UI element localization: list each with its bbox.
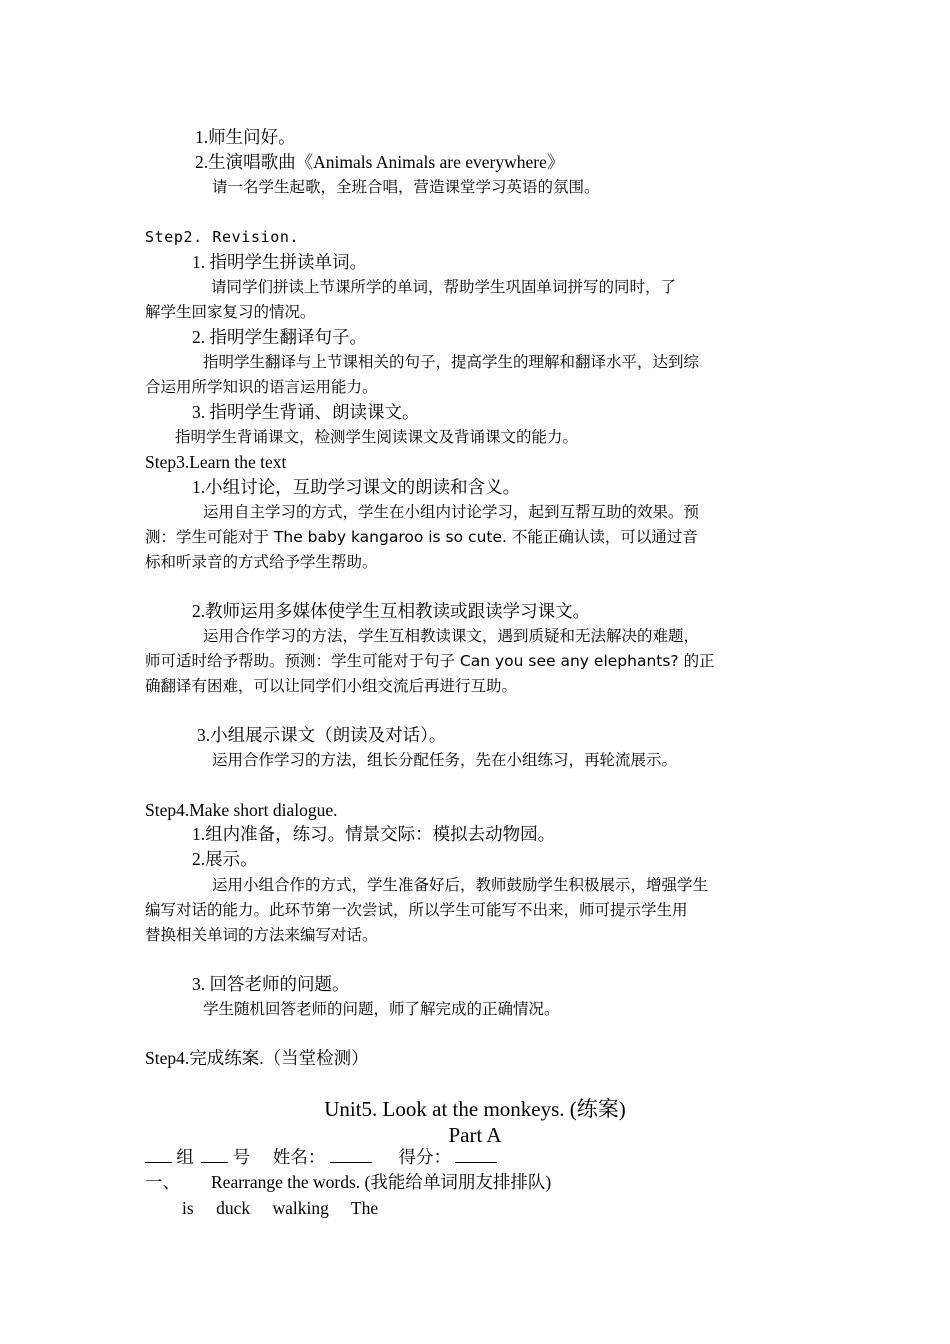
step4-note-line-1: 运用小组合作的方式，学生准备好后，教师鼓励学生积极展示，增强学生 <box>212 876 709 894</box>
worksheet-title: Unit5. Look at the monkeys. (练案) <box>324 1097 626 1121</box>
step4-note-3: 学生随机回答老师的问题，师了解完成的正确情况。 <box>203 1000 560 1018</box>
step4-item-3: 3. 回答老师的问题。 <box>192 974 350 994</box>
step4-heading: Step4.Make short dialogue. <box>145 800 338 820</box>
word-item: The <box>350 1198 379 1218</box>
word-item: walking <box>272 1198 329 1218</box>
step2-item-3: 3. 指明学生背诵、朗读课文。 <box>192 402 420 422</box>
step2-heading: Step2. Revision. <box>145 228 300 246</box>
step3-note-1-line-3: 标和听录音的方式给予学生帮助。 <box>145 553 378 571</box>
step2-note-1-line-2: 解学生回家复习的情况。 <box>145 303 316 321</box>
step3-item-3: 3.小组展示课文（朗读及对话）。 <box>197 725 447 745</box>
step4-item-2: 2.展示。 <box>192 849 258 869</box>
step4-item-1: 1.组内准备，练习。情景交际：模拟去动物园。 <box>192 824 556 844</box>
step2-item-1: 1. 指明学生拼读单词。 <box>192 252 367 272</box>
section-one-instruction: Rearrange the words. (我能给单词朋友排排队) <box>211 1172 552 1192</box>
step1-note: 请一名学生起歌，全班合唱，营造课堂学习英语的氛围。 <box>212 178 600 196</box>
step1-item-2: 2.生演唱歌曲《Animals Animals are everywhere》 <box>195 152 565 172</box>
group-label: 组 <box>176 1147 194 1167</box>
step3-item-2: 2.教师运用多媒体使学生互相教读或跟读学习课文。 <box>192 601 591 621</box>
score-blank[interactable] <box>455 1146 497 1163</box>
step3-note-1-line-1: 运用自主学习的方式，学生在小组内讨论学习，起到互帮互助的效果。预 <box>203 503 700 521</box>
step2-item-2: 2. 指明学生翻译句子。 <box>192 327 367 347</box>
number-blank[interactable] <box>201 1146 228 1163</box>
step2-note-3: 指明学生背诵课文，检测学生阅读课文及背诵课文的能力。 <box>175 428 579 446</box>
step3-note-2-line-1: 运用合作学习的方法，学生互相教读课文，遇到质疑和无法解决的难题， <box>203 627 700 645</box>
scrambled-words <box>182 1197 396 1219</box>
number-label: 号 <box>232 1147 251 1167</box>
step3-heading: Step3.Learn the text <box>145 452 287 472</box>
worksheet-info-row <box>145 1146 497 1168</box>
word-item: duck <box>216 1198 251 1218</box>
step3-note-1-line-2: 测：学生可能对于 The baby kangaroo is so cute. 不能正确认读，可以通过音 <box>145 528 698 546</box>
step3-note-2-line-3: 确翻译有困难，可以让同学们小组交流后再进行互助。 <box>145 677 518 695</box>
step2-note-2-line-1: 指明学生翻译与上节课相关的句子，提高学生的理解和翻译水平，达到综 <box>203 353 700 371</box>
step2-note-1-line-1: 请同学们拼读上节课所学的单词，帮助学生巩固单词拼写的同时，了 <box>211 278 677 296</box>
step1-item-1: 1.师生问好。 <box>195 127 296 147</box>
score-label: 得分： <box>398 1147 451 1167</box>
step2-note-2-line-2: 合运用所学知识的语言运用能力。 <box>145 378 378 396</box>
worksheet-subtitle: Part A <box>448 1123 502 1147</box>
group-blank[interactable] <box>145 1146 172 1163</box>
word-item: is <box>182 1198 194 1218</box>
step4-note-line-2: 编写对话的能力。此环节第一次尝试，所以学生可能写不出来，师可提示学生用 <box>145 901 688 919</box>
name-blank[interactable] <box>330 1146 372 1163</box>
step3-note-2-line-2: 师可适时给予帮助。预测：学生可能对于句子 Can you see any elephants? 的正 <box>145 652 715 670</box>
step4b-heading: Step4.完成练案.（当堂检测） <box>145 1048 369 1068</box>
step4-note-line-3: 替换相关单词的方法来编写对话。 <box>145 926 378 944</box>
step3-note-3: 运用合作学习的方法，组长分配任务，先在小组练习，再轮流展示。 <box>212 751 678 769</box>
name-label: 姓名： <box>272 1147 326 1167</box>
section-one-number: 一、 <box>145 1172 180 1192</box>
step3-item-1: 1.小组讨论，互助学习课文的朗读和含义。 <box>192 477 521 497</box>
